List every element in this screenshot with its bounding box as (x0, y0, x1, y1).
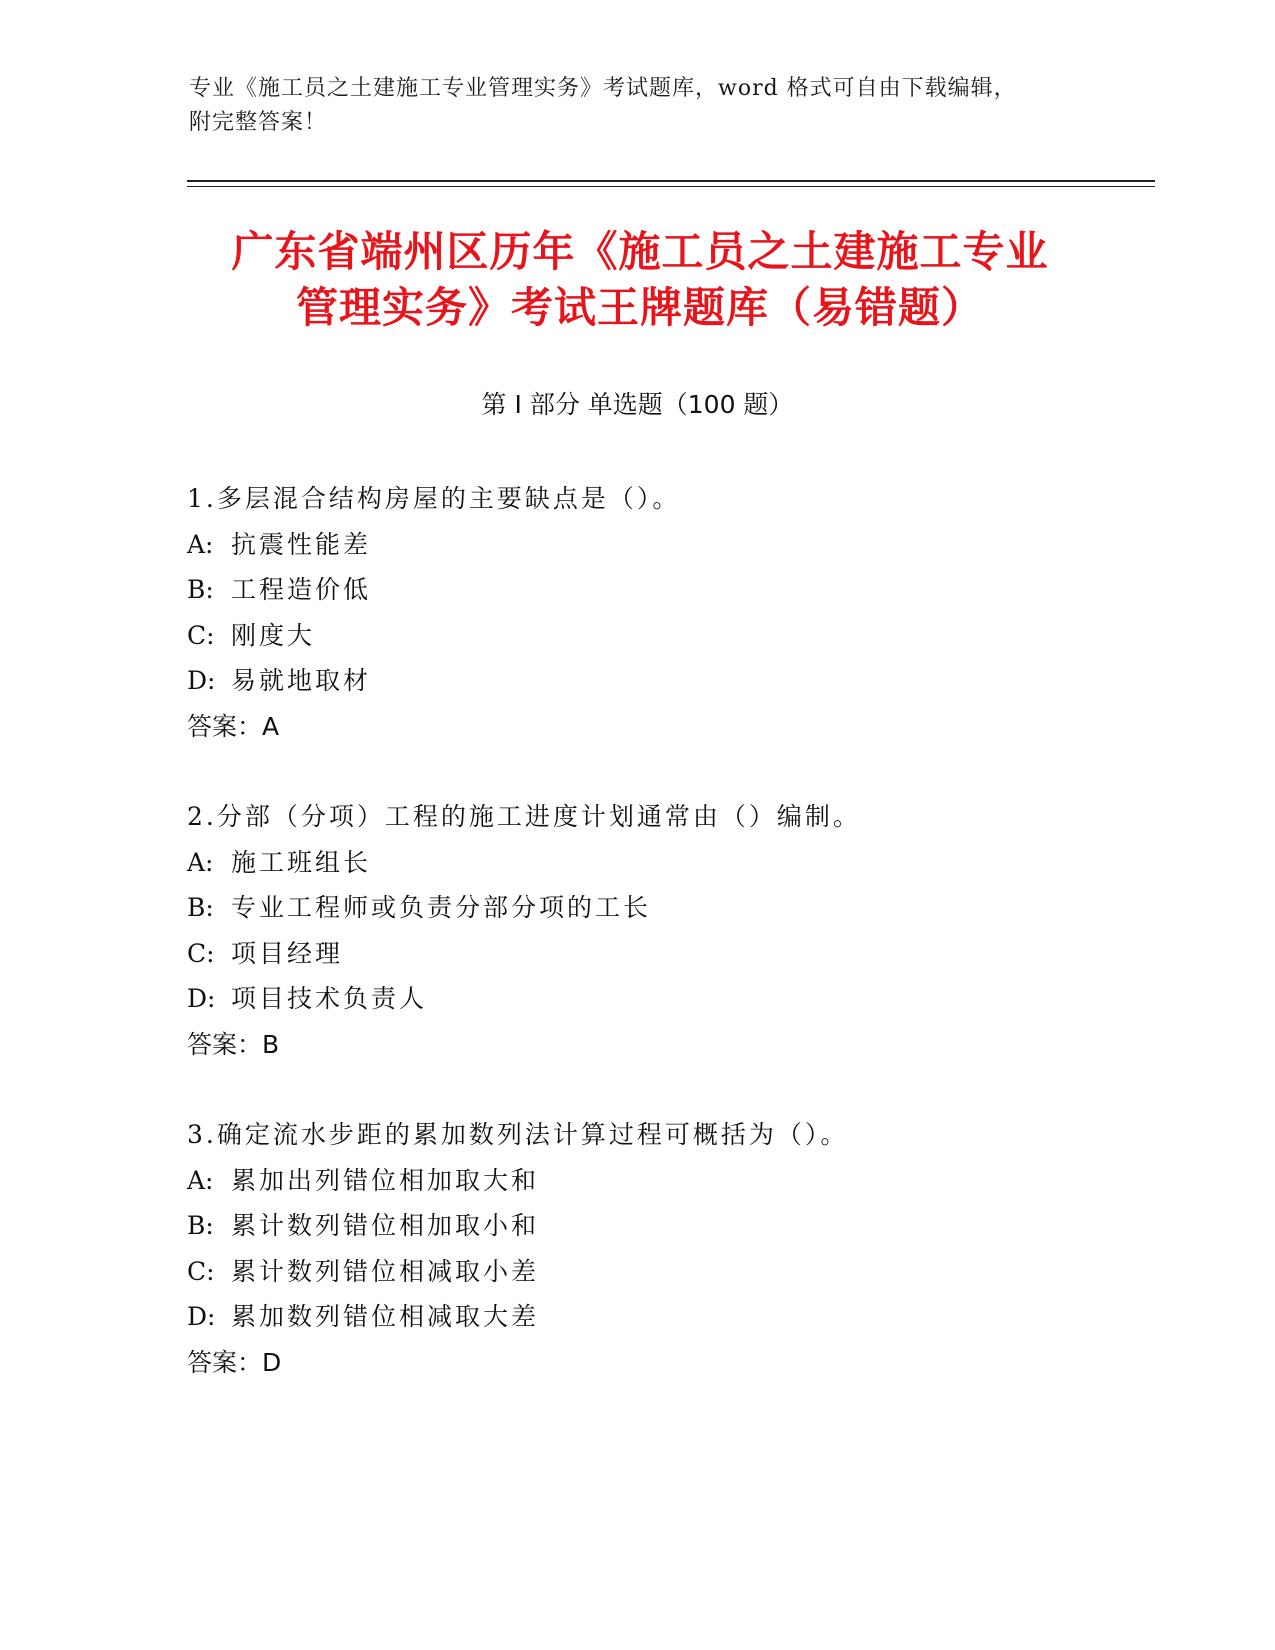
question-2 (187, 794, 1147, 1067)
option-text: 累计数列错位相加取小和 (231, 1211, 540, 1240)
answer-line: 答案：D (187, 1347, 282, 1377)
option-key: B: (187, 893, 214, 922)
option-c (187, 931, 1147, 977)
header-note-line-1: 专业《施工员之土建施工专业管理实务》考试题库，word 格式可自由下载编辑， (189, 76, 1017, 101)
question-stem: 2.分部（分项）工程的施工进度计划通常由（）编制。 (187, 802, 861, 831)
option-b (187, 567, 1147, 613)
document-title-line-1: 广东省端州区历年《施工员之土建施工专业 (231, 227, 1049, 276)
question-1 (187, 476, 1147, 749)
option-text: 累加出列错位相加取大和 (231, 1165, 540, 1195)
question-stem: 1.多层混合结构房屋的主要缺点是（）。 (187, 484, 681, 513)
option-b (187, 1203, 1147, 1249)
option-key: C: (187, 938, 215, 968)
option-key: D: (187, 1302, 216, 1331)
header-note (189, 72, 1089, 140)
option-a (187, 1158, 1147, 1204)
option-key: A: (187, 1165, 214, 1195)
option-text: 累计数列错位相减取小差 (231, 1256, 540, 1286)
option-text: 项目经理 (231, 938, 344, 968)
option-a (187, 840, 1147, 886)
section-heading: 第 I 部分 单选题（100 题） (481, 390, 794, 419)
option-key: D: (187, 666, 216, 695)
option-text: 施工班组长 (231, 847, 372, 877)
option-text: 抗震性能差 (231, 529, 372, 559)
option-d (187, 658, 1147, 704)
option-a (187, 522, 1147, 568)
option-key: A: (187, 847, 214, 877)
option-text: 刚度大 (231, 620, 316, 650)
option-key: D: (187, 984, 216, 1013)
option-key: A: (187, 529, 214, 559)
question-stem: 3.确定流水步距的累加数列法计算过程可概括为（）。 (187, 1120, 849, 1149)
header-rule-thin (187, 186, 1155, 187)
answer-line: 答案：A (187, 711, 280, 741)
answer-line: 答案：B (187, 1029, 280, 1059)
option-b (187, 885, 1147, 931)
header-rule-thick (187, 180, 1155, 182)
option-key: C: (187, 1256, 215, 1286)
option-c (187, 613, 1147, 659)
header-note-line-2: 附完整答案！ (189, 110, 328, 135)
option-text: 专业工程师或负责分部分项的工长 (231, 893, 652, 922)
option-text: 易就地取材 (231, 666, 372, 695)
option-key: C: (187, 620, 215, 650)
option-d (187, 976, 1147, 1022)
document-title (190, 224, 1090, 336)
question-list (187, 476, 1147, 1430)
document-title-line-2: 管理实务》考试王牌题库（易错题） (295, 283, 984, 332)
option-key: B: (187, 575, 214, 604)
option-key: B: (187, 1211, 214, 1240)
option-text: 工程造价低 (231, 575, 372, 604)
option-text: 累加数列错位相减取大差 (231, 1302, 540, 1331)
question-3 (187, 1112, 1147, 1385)
option-d (187, 1294, 1147, 1340)
option-c (187, 1249, 1147, 1295)
option-text: 项目技术负责人 (231, 984, 428, 1013)
